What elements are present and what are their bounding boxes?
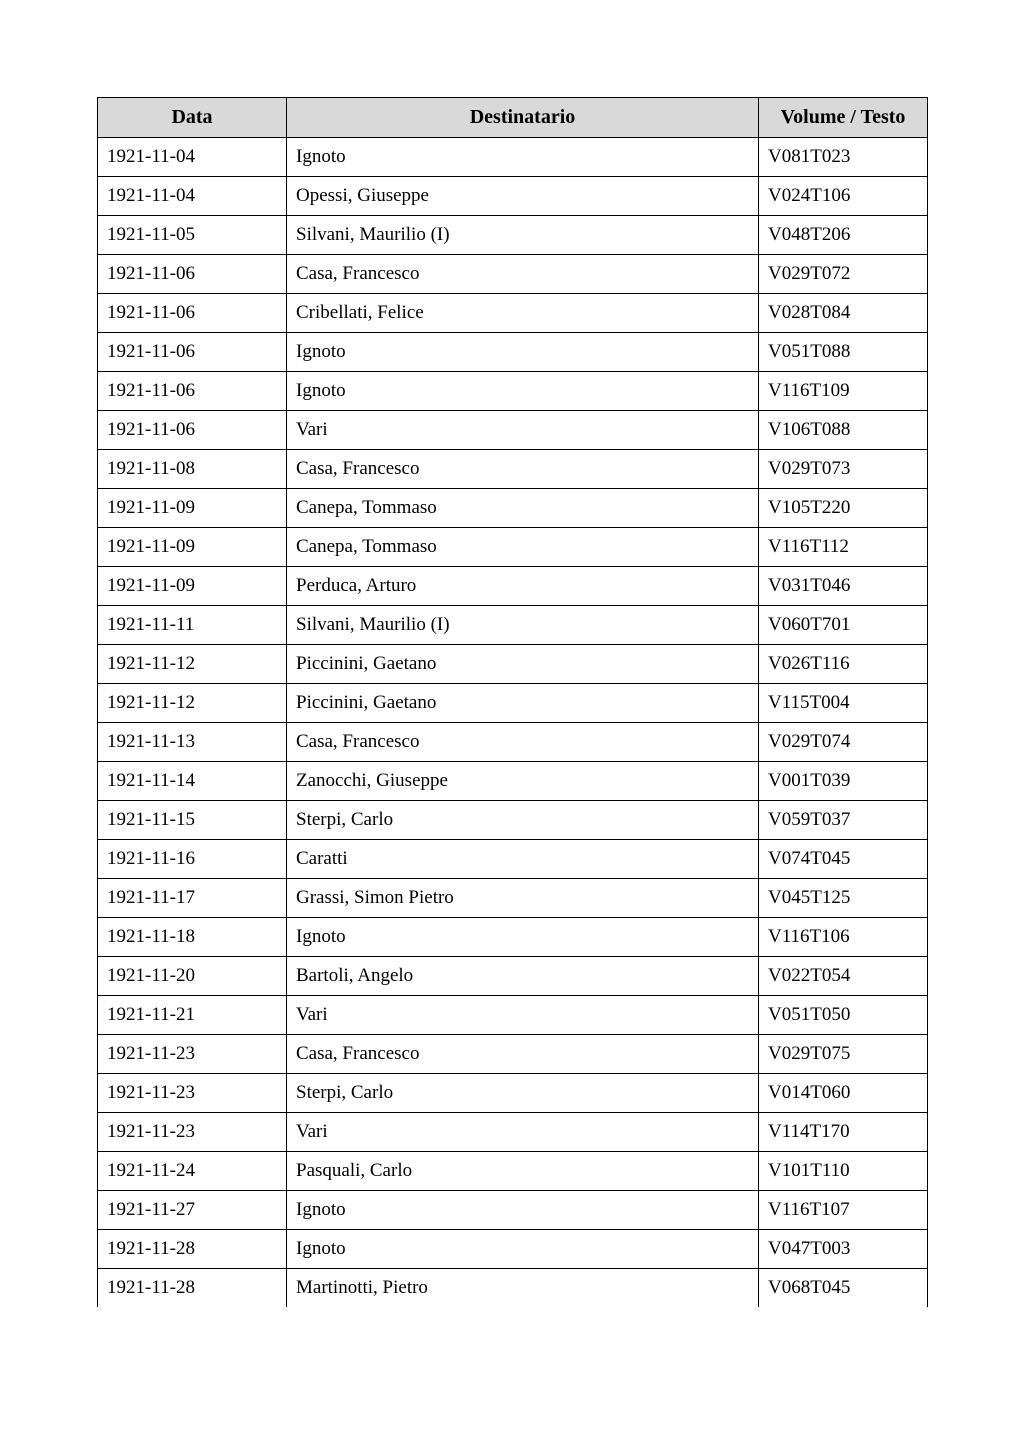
cell-recipient: Casa, Francesco bbox=[287, 450, 759, 489]
table-row bbox=[98, 762, 928, 801]
cell-date: 1921-11-21 bbox=[98, 996, 287, 1035]
cell-date: 1921-11-11 bbox=[98, 606, 287, 645]
cell-date: 1921-11-28 bbox=[98, 1269, 287, 1308]
table-row bbox=[98, 489, 928, 528]
cell-recipient: Canepa, Tommaso bbox=[287, 528, 759, 567]
letters-table bbox=[97, 97, 928, 1307]
cell-volume-text: V051T088 bbox=[759, 333, 928, 372]
table-row bbox=[98, 1269, 928, 1308]
cell-volume-text: V014T060 bbox=[759, 1074, 928, 1113]
cell-date: 1921-11-04 bbox=[98, 138, 287, 177]
cell-date: 1921-11-08 bbox=[98, 450, 287, 489]
cell-recipient: Cribellati, Felice bbox=[287, 294, 759, 333]
table-row bbox=[98, 1074, 928, 1113]
cell-volume-text: V047T003 bbox=[759, 1230, 928, 1269]
cell-volume-text: V029T075 bbox=[759, 1035, 928, 1074]
cell-date: 1921-11-23 bbox=[98, 1074, 287, 1113]
table-row bbox=[98, 216, 928, 255]
cell-date: 1921-11-13 bbox=[98, 723, 287, 762]
cell-date: 1921-11-17 bbox=[98, 879, 287, 918]
cell-recipient: Zanocchi, Giuseppe bbox=[287, 762, 759, 801]
cell-volume-text: V081T023 bbox=[759, 138, 928, 177]
table-row bbox=[98, 606, 928, 645]
table-row bbox=[98, 255, 928, 294]
cell-volume-text: V029T073 bbox=[759, 450, 928, 489]
cell-date: 1921-11-28 bbox=[98, 1230, 287, 1269]
cell-volume-text: V024T106 bbox=[759, 177, 928, 216]
cell-recipient: Vari bbox=[287, 411, 759, 450]
cell-recipient: Ignoto bbox=[287, 333, 759, 372]
cell-recipient: Silvani, Maurilio (I) bbox=[287, 216, 759, 255]
table-row bbox=[98, 1191, 928, 1230]
cell-volume-text: V022T054 bbox=[759, 957, 928, 996]
cell-recipient: Vari bbox=[287, 996, 759, 1035]
cell-date: 1921-11-23 bbox=[98, 1113, 287, 1152]
cell-recipient: Caratti bbox=[287, 840, 759, 879]
cell-volume-text: V060T701 bbox=[759, 606, 928, 645]
cell-date: 1921-11-18 bbox=[98, 918, 287, 957]
table-row bbox=[98, 333, 928, 372]
cell-volume-text: V116T107 bbox=[759, 1191, 928, 1230]
cell-date: 1921-11-04 bbox=[98, 177, 287, 216]
cell-date: 1921-11-09 bbox=[98, 489, 287, 528]
table-row bbox=[98, 840, 928, 879]
table-row bbox=[98, 372, 928, 411]
cell-volume-text: V116T112 bbox=[759, 528, 928, 567]
cell-volume-text: V029T074 bbox=[759, 723, 928, 762]
cell-date: 1921-11-06 bbox=[98, 294, 287, 333]
table-row bbox=[98, 957, 928, 996]
cell-volume-text: V059T037 bbox=[759, 801, 928, 840]
table-row bbox=[98, 177, 928, 216]
table-row bbox=[98, 294, 928, 333]
cell-volume-text: V001T039 bbox=[759, 762, 928, 801]
column-header-recipient: Destinatario bbox=[287, 98, 759, 138]
cell-date: 1921-11-09 bbox=[98, 567, 287, 606]
cell-volume-text: V045T125 bbox=[759, 879, 928, 918]
cell-date: 1921-11-15 bbox=[98, 801, 287, 840]
cell-recipient: Opessi, Giuseppe bbox=[287, 177, 759, 216]
cell-volume-text: V031T046 bbox=[759, 567, 928, 606]
cell-volume-text: V106T088 bbox=[759, 411, 928, 450]
cell-date: 1921-11-06 bbox=[98, 411, 287, 450]
cell-date: 1921-11-27 bbox=[98, 1191, 287, 1230]
table-row bbox=[98, 1230, 928, 1269]
cell-recipient: Casa, Francesco bbox=[287, 723, 759, 762]
letters-table-container bbox=[97, 97, 927, 1307]
table-row bbox=[98, 918, 928, 957]
table-row bbox=[98, 567, 928, 606]
cell-recipient: Pasquali, Carlo bbox=[287, 1152, 759, 1191]
cell-date: 1921-11-12 bbox=[98, 684, 287, 723]
cell-recipient: Perduca, Arturo bbox=[287, 567, 759, 606]
table-row bbox=[98, 411, 928, 450]
table-row bbox=[98, 996, 928, 1035]
cell-recipient: Casa, Francesco bbox=[287, 255, 759, 294]
table-row bbox=[98, 684, 928, 723]
table-row bbox=[98, 645, 928, 684]
cell-recipient: Sterpi, Carlo bbox=[287, 801, 759, 840]
cell-volume-text: V029T072 bbox=[759, 255, 928, 294]
cell-volume-text: V114T170 bbox=[759, 1113, 928, 1152]
table-row bbox=[98, 801, 928, 840]
cell-date: 1921-11-09 bbox=[98, 528, 287, 567]
table-body bbox=[98, 138, 928, 1308]
cell-recipient: Silvani, Maurilio (I) bbox=[287, 606, 759, 645]
cell-volume-text: V048T206 bbox=[759, 216, 928, 255]
table-row bbox=[98, 879, 928, 918]
cell-volume-text: V101T110 bbox=[759, 1152, 928, 1191]
cell-volume-text: V026T116 bbox=[759, 645, 928, 684]
cell-recipient: Bartoli, Angelo bbox=[287, 957, 759, 996]
cell-date: 1921-11-23 bbox=[98, 1035, 287, 1074]
cell-volume-text: V068T045 bbox=[759, 1269, 928, 1308]
cell-volume-text: V116T109 bbox=[759, 372, 928, 411]
table-row bbox=[98, 1113, 928, 1152]
table-row bbox=[98, 450, 928, 489]
cell-volume-text: V051T050 bbox=[759, 996, 928, 1035]
table-header-row bbox=[98, 98, 928, 138]
column-header-date: Data bbox=[98, 98, 287, 138]
cell-recipient: Ignoto bbox=[287, 1230, 759, 1269]
cell-recipient: Sterpi, Carlo bbox=[287, 1074, 759, 1113]
cell-recipient: Ignoto bbox=[287, 138, 759, 177]
table-row bbox=[98, 138, 928, 177]
cell-recipient: Ignoto bbox=[287, 372, 759, 411]
cell-volume-text: V074T045 bbox=[759, 840, 928, 879]
cell-recipient: Ignoto bbox=[287, 918, 759, 957]
cell-date: 1921-11-06 bbox=[98, 255, 287, 294]
table-row bbox=[98, 723, 928, 762]
cell-recipient: Ignoto bbox=[287, 1191, 759, 1230]
cell-recipient: Casa, Francesco bbox=[287, 1035, 759, 1074]
cell-date: 1921-11-12 bbox=[98, 645, 287, 684]
table-row bbox=[98, 1152, 928, 1191]
cell-recipient: Grassi, Simon Pietro bbox=[287, 879, 759, 918]
cell-volume-text: V115T004 bbox=[759, 684, 928, 723]
cell-volume-text: V028T084 bbox=[759, 294, 928, 333]
table-row bbox=[98, 528, 928, 567]
column-header-volume-text: Volume / Testo bbox=[759, 98, 928, 138]
cell-date: 1921-11-20 bbox=[98, 957, 287, 996]
cell-date: 1921-11-06 bbox=[98, 333, 287, 372]
cell-recipient: Canepa, Tommaso bbox=[287, 489, 759, 528]
cell-recipient: Piccinini, Gaetano bbox=[287, 684, 759, 723]
table-row bbox=[98, 1035, 928, 1074]
cell-recipient: Piccinini, Gaetano bbox=[287, 645, 759, 684]
cell-date: 1921-11-05 bbox=[98, 216, 287, 255]
cell-recipient: Martinotti, Pietro bbox=[287, 1269, 759, 1308]
cell-volume-text: V105T220 bbox=[759, 489, 928, 528]
cell-date: 1921-11-06 bbox=[98, 372, 287, 411]
cell-recipient: Vari bbox=[287, 1113, 759, 1152]
cell-date: 1921-11-16 bbox=[98, 840, 287, 879]
cell-date: 1921-11-14 bbox=[98, 762, 287, 801]
cell-date: 1921-11-24 bbox=[98, 1152, 287, 1191]
cell-volume-text: V116T106 bbox=[759, 918, 928, 957]
